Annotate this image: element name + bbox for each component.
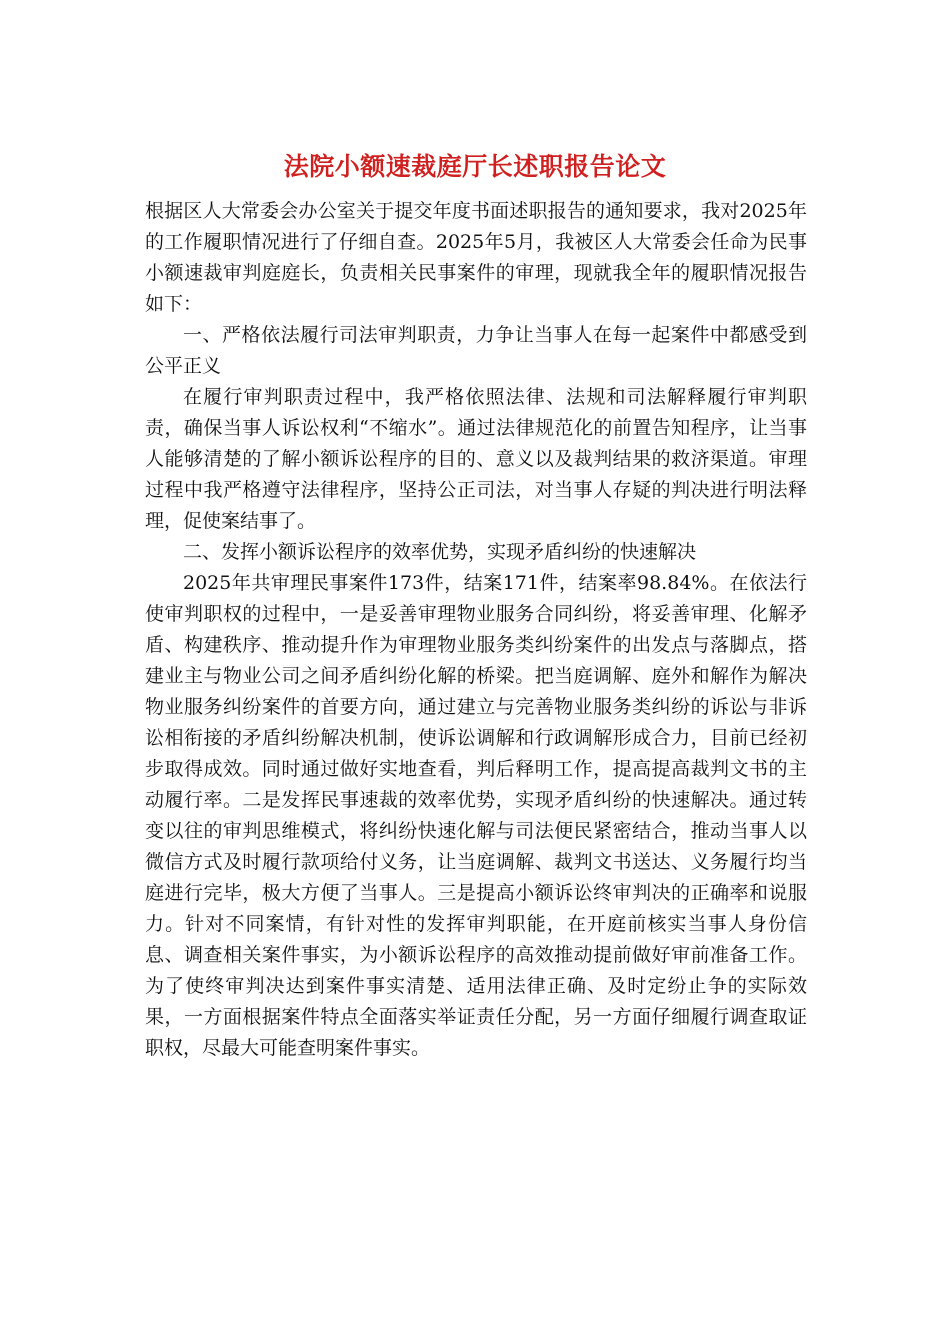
document-body xyxy=(145,196,807,1064)
document-title: 法院小额速裁庭厅长述职报告论文 xyxy=(283,152,667,181)
section-heading-2: 二、发挥小额诉讼程序的效率优势，实现矛盾纠纷的快速解决 xyxy=(183,541,697,563)
intro-paragraph: 根据区人大常委会办公室关于提交年度书面述职报告的通知要求，我对2025年的工作履职情况进行了仔细自查。2025年5月，我被区人大常委会任命为民事小额速裁审判庭庭长，负责相关民事案件的审理，现就我全年的履职情况报告如下： xyxy=(145,200,807,315)
body-paragraph-2: 2025年共审理民事案件173件，结案171件，结案率98.84%。在依法行使审判职权的过程中，一是妥善审理物业服务合同纠纷，将妥善审理、化解矛盾、构建秩序、推动提升作为审理物业服务类纠纷案件的出发点与落脚点，搭建业主与物业公司之间矛盾纠纷化解的桥梁。把当庭调解、庭外和解作为解决物业服务纠纷案件的首要方向，通过建立与完善物业服务类纠纷的诉讼与非诉讼相衔接的矛盾纠纷解决机制，使诉讼调解和行政调解形成合力，目前已经初步取得成效。同时通过做好实地查看，判后释明工作，提高提高裁判文书的主动履行率。二是发挥民事速裁的效率优势，实现矛盾纠纷的快速解决。通过转变以往的审判思维模式，将纠纷快速化解与司法便民紧密结合，推动当事人以微信方式及时履行款项给付义务，让当庭调解、裁判文书送达、义务履行均当庭进行完毕，极大方便了当事人。三是提高小额诉讼终审判决的正确率和说服力。针对不同案情，有针对性的发挥审判职能，在开庭前核实当事人身份信息、调查相关案件事实，为小额诉讼程序的高效推动提前做好审前准备工作。为了使终审判决达到案件事实清楚、适用法律正确、及时定纷止争的实际效果，一方面根据案件特点全面落实举证责任分配，另一方面仔细履行调查取证职权，尽最大可能查明案件事实。 xyxy=(145,572,807,1059)
section-heading-1: 一、严格依法履行司法审判职责，力争让当事人在每一起案件中都感受到公平正义 xyxy=(145,324,807,377)
body-paragraph-1: 在履行审判职责过程中，我严格依照法律、法规和司法解释履行审判职责，确保当事人诉讼权利“不缩水”。通过法律规范化的前置告知程序，让当事人能够清楚的了解小额诉讼程序的目的、意义以及裁判结果的救济渠道。审理过程中我严格遵守法律程序，坚持公正司法，对当事人存疑的判决进行明法释理，促使案结事了。 xyxy=(145,386,807,532)
